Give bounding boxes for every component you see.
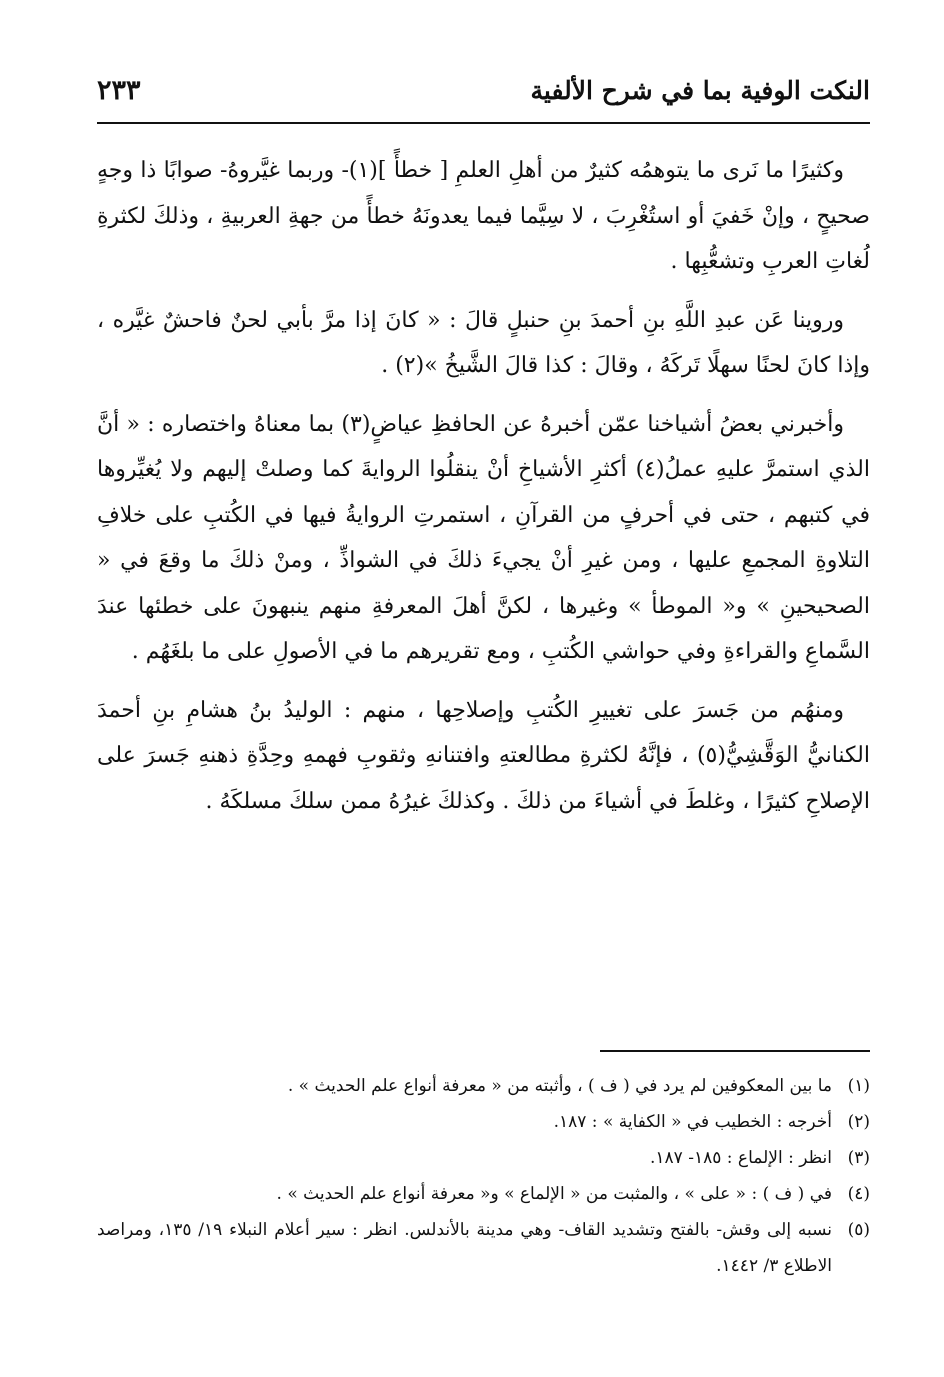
footnote-number: (١) xyxy=(847,1076,870,1096)
paragraph: ومنهُم من جَسرَ على تغييرِ الكُتبِ وإصلاحِها ، منهم : الوليدُ بنُ هشامِ بنِ أحمدَ الكنانيُّ الوَقَّشِيُّ(٥) ، فإنَّهُ لكثرةِ مطالعتهِ وافتنانهِ وثقوبِ فهمهِ وحِدَّةِ ذهنهِ جَسرَ على الإصلاحِ كثيرًا ، وغلطَ في أشياءَ من ذلكَ . وكذلكَ غيرُهُ ممن سلكَ مسلكَهُ . xyxy=(97,697,870,814)
footnote xyxy=(97,1212,870,1284)
footnote-number: (٥) xyxy=(847,1220,870,1240)
footnote xyxy=(97,1176,870,1212)
footnote-text: انظر : الإلماع : ١٨٥- ١٨٧. xyxy=(650,1148,832,1168)
footnote xyxy=(97,1068,870,1104)
footnote xyxy=(97,1104,870,1140)
paragraph: وأخبرني بعضُ أشياخنا عمّن أخبرهُ عن الحافظِ عياضٍ(٣) بما معناهُ واختصاره : « أنَّ الذي استمرَّ عليهِ عملُ(٤) أكثرِ الأشياخِ أنْ ينقلُوا الروايةَ كما وصلتْ إليهم ولا يُغيِّروها في كتبهم ، حتى في أحرفٍ من القرآنِ ، استمرتِ الروايةُ فيها في الكُتبِ على خلافِ التلاوةِ المجمعِ عليها ، ومن غيرِ أنْ يجيءَ ذلكَ في الشواذِّ ، ومنْ ذلكَ ما وقعَ في « الصحيحينِ » و« الموطأ » وغيرها ، لكنَّ أهلَ المعرفةِ منهم ينبهونَ على خطئها عندَ السَّماعِ والقراءةِ وفي حواشي الكُتبِ ، ومع تقريرهم ما في الأصولِ على ما بلغَهُم . xyxy=(97,411,870,664)
footnote-text: أخرجه : الخطيب في « الكفاية » : ١٨٧. xyxy=(553,1112,832,1132)
footnote-text: نسبه إلى وقش- بالفتح وتشديد القاف- وهي مدينة بالأندلس. انظر : سير أعلام النبلاء ١٩/ ١٣٥، ومراصد الاطلاع ٣/ ١٤٤٢. xyxy=(97,1220,832,1276)
footnotes xyxy=(97,1068,870,1284)
footnote-text: في ( ف ) : « على » ، والمثبت من « الإلماع » و« معرفة أنواع علم الحديث » . xyxy=(276,1184,832,1204)
footnote xyxy=(97,1140,870,1176)
footnote-separator xyxy=(600,1050,870,1052)
paragraph: وكثيرًا ما نَرى ما يتوهمُه كثيرٌ من أهلِ العلمِ [ خطأً ](١)- وربما غيَّروهُ- صوابًا ذا وجهٍ صحيحٍ ، وإنْ خَفيَ أو استُغْرِبَ ، لا سِيَّما فيما يعدونَهُ خطأً من جهةِ العربيةِ ، وذلكَ لكثرةِ لُغاتِ العربِ وتشعُّبِها . xyxy=(97,158,870,274)
footnote-number: (٣) xyxy=(847,1148,870,1168)
footnote-text: ما بين المعكوفين لم يرد في ( ف ) ، وأثبته من « معرفة أنواع علم الحديث » . xyxy=(287,1076,832,1096)
header-rule xyxy=(97,122,870,124)
page-number: ٢٣٣ xyxy=(97,74,141,106)
footnote-number: (٢) xyxy=(847,1112,870,1132)
paragraph: وروينا عَن عبدِ اللَّهِ بنِ أحمدَ بنِ حنبلٍ قالَ : « كانَ إذا مرَّ بأبي لحنٌ فاحشٌ غيَّره ، وإذا كانَ لحنًا سهلًا تَركَهُ ، وقالَ : كذا قالَ الشَّيخُ »(٢) . xyxy=(97,307,870,378)
page-header xyxy=(97,62,870,118)
running-title: النكت الوفية بما في شرح الألفية xyxy=(530,75,870,105)
footnote-number: (٤) xyxy=(847,1184,870,1204)
main-text xyxy=(97,148,870,837)
